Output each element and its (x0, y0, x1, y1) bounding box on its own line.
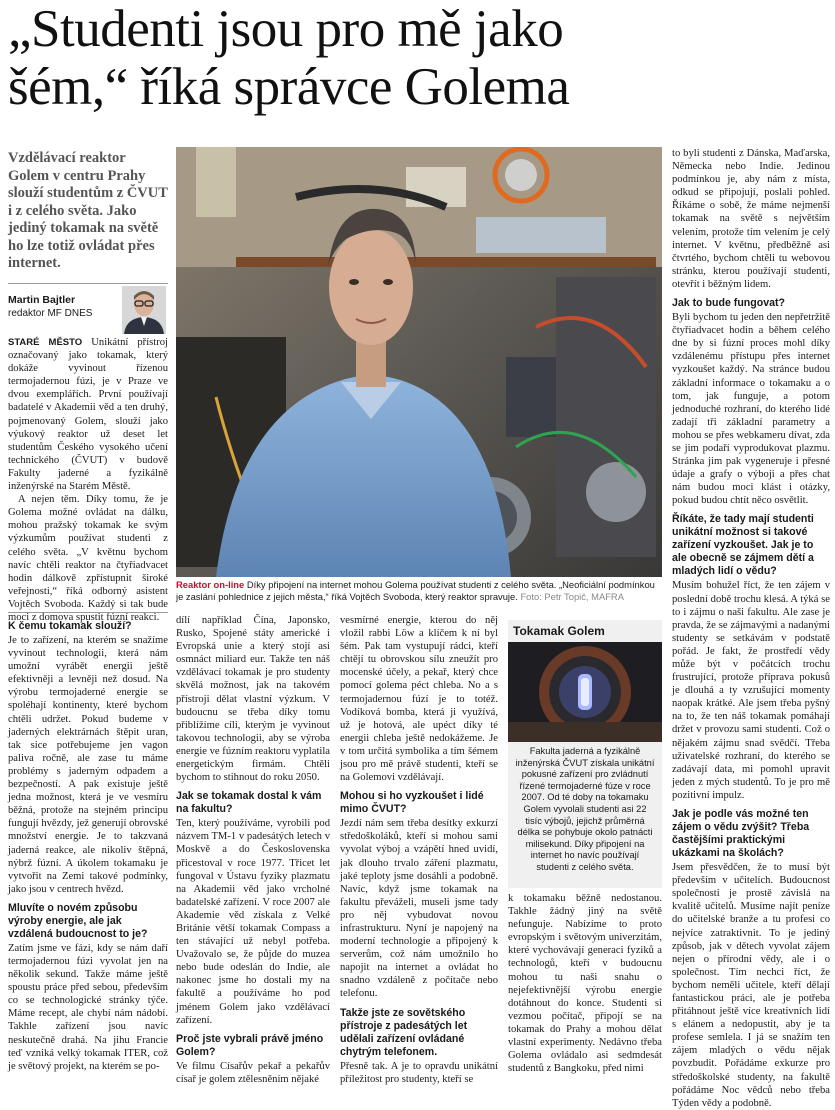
main-photo (176, 147, 662, 577)
paragraph: Jsem přesvědčen, že to musí být především v učitelích. Budoucnost společnosti je prostě závislá na kvalitě učitelů. Musíme najít peníze do učitelské branže a tu profesi co nejvíce zatraktivnit. To je jediný způsob, jak v dětech vyvolat zájem nejen o přírodní vědy, ale i o společnost. Tím nechci říct, že bychom neměli učitele, kteří dělají fantastickou práci, ale je potřeba přitáhnout ještě více kreativních lidí s elánem a nedopustit, aby je ta profese semlela. I já se snažím ten zájem mladých o vědu nějak povzbudit. Pořádáme exkurze pro středoškolské studenty, na fakultě pořádáme Noc vědců nebo třeba Týden vědy a podobně. (672, 862, 830, 1109)
caption-label: Reaktor on-line (176, 579, 245, 590)
author-role: redaktor MF DNES (8, 308, 93, 319)
paragraph: dílí například Čína, Japonsko, Rusko, Spojené státy americké i Evropská unie a který stojí asi osmnáct miliard eur. Takže ten náš vzdělávací tokamak je pro studenty skvělá možnost, jak na takovém přístroji dělat vlastní výzkum. V budoucnu se třeba díky tomu přiblížíme cíli, kterým je vyvinout takovou technologii, aby se výroba energie ve fúzním reaktoru vyplatila energetickým firmám. Chtěli bychom to stihnout do roku 2050. (176, 615, 330, 784)
dateline: STARÉ MĚSTO (8, 337, 83, 348)
article-column-5 (672, 147, 830, 1110)
author-avatar (122, 286, 166, 334)
interview-question: Takže jste ze sovětského přístroje z padesátých let udělali zařízení ovládané chytrým telefonem. (340, 1006, 468, 1058)
paragraph: STARÉ MĚSTO Unikátní přístroj označovaný jako tokamak, který dokáže vyvinout řízenou termojadernou fúzi, je v Praze ve dvou exemplářích. První používají badatelé v Akademii věd a ten druhý, pojmenovaný Golem, slouží jako výukový reaktor už deset let studentům Českého vysokého učení technického (ČVUT) v budově Fakulty jaderné a fyzikálně inženýrské na Starém Městě. (8, 337, 168, 493)
paragraph: A nejen těm. Díky tomu, že je Golema možné ovládat na dálku, mohou pražský tokamak ke svým výzkumům používat studenti z celého světa. „V květnu bychom navíc chtěli reaktor na čtyřiadvacet hodin dálkově zpřístupnit široké veřejnosti,“ říká odborný asistent Vojtěch Svoboda. Každý si tak bude moci z domova spustit fúzní reakci. (8, 494, 168, 623)
article-column-1 (8, 336, 168, 624)
interview-question: Proč jste vybrali právě jméno Golem? (176, 1032, 324, 1058)
headline-line-1: „Studenti jsou pro mě jako (8, 0, 564, 58)
interview-question: Říkáte, že tady mají studenti unikátní možnost si takové zařízení vyzkoušet. Jak je to ale obecně se zájmem dětí a mladých lidí o vědu? (672, 513, 814, 578)
interview-question: Mluvíte o novém způsobu výroby energie, ale jak vzdálená budoucnost to je? (8, 901, 148, 940)
author-byline (8, 283, 168, 334)
interview-question: Jak to bude fungovat? (672, 297, 786, 310)
caption-text: Díky připojení na internet mohou Golema používat studenti z celého světa. „Neoficiální podmínkou je zaslání pohlednice z jejich města,“ říká Vojtěch Svoboda, který reaktor spravuje. (176, 579, 655, 602)
article-column-1-lower (8, 614, 168, 1073)
column-divider (8, 612, 168, 613)
info-box (508, 620, 662, 888)
info-box-title: Tokamak Golem (513, 624, 605, 638)
paragraph: Ten, který používáme, vyrobili pod názvem TM-1 v padesátých letech v Moskvě a do Československa přicestoval v roce 1977. Třicet let fungoval v Ústavu fyziky plazmatu na Akademii věd jako vrcholné badatelské zařízení. V roce 2007 ale Akademie věd získala z Velké Británie větší tokamak Compass a ten stávající už nebyl potřeba. Uvažovalo se, že půjde do muzea nebo bude odeslán do Indie, ale nakonec jsme ho dostali my na fakultě a používáme ho pod jménem Golem jako vzdělávací zařízení. (176, 818, 330, 1026)
paragraph: vesmírné energie, kterou do něj vložil rabbi Löw a klíčem k ní byl šém. Pak tam vystupují rádci, kteří chtějí tu obrovskou sílu zneužít pro mocenské účely, a pekař, který chce pomocí golema péct chleba. No a s termojadernou fúzí je to totéž. Vodíková bomba, která ji využívá, už je hotová, ale upéct díky té energii chleba ještě nedokážeme. Je v tom určitá symbolika a tím šémem jsou pro mě právě studenti, kteří se na Golemovi vzdělávají. (340, 615, 498, 784)
paragraph: Musím bohužel říct, že ten zájem v poslední době trochu klesá. A týká se to i zájmu o naši fakultu. Ale zase je pravda, že se zájmavými a nadanými studenty se setkávám v podstatě pořád. Je fakt, že prostředí vědy může být v počátcích trochu frustrující, protože příprava pokusů je dlouhá a ty vzrušující momenty naopak krátké. Ale jsem třeba pyšný na to, že ten náš tokamak pomáhají držet v provozu sami studenti. Což o nějakém zájmu snad svědčí. Třeba uživatelské rozhraní, do kterého se zadávají data, mi pomohl upravit jeden z mých studentů. To je pro mě pozitivní impulz. (672, 580, 830, 801)
author-name: Martin Bajtler (8, 294, 76, 306)
paragraph: Jezdí nám sem třeba desítky exkurzí středoškoláků, kteří si mohou sami vyvolat výboj a vzápětí hned uvidí, jak dlouho trvalo záření plazmatu, jaké teploty jsme dosáhli a podobně. Navíc, když jsme tokamak na fakultu převáželi, museli jsme tady pro něj vybudovat novou infrastrukturu. Nyní je napojený na moderní technologie a připojený k serverům, což nám umožnilo ho napojit na internet a ovládat ho snadno vzdáleně z počítače nebo telefonu. (340, 818, 498, 1000)
photo-credit: Foto: Petr Topič, MAFRA (520, 591, 624, 602)
paragraph: k tokamaku běžně nedostanou. Takhle žádný jiný na světě nefunguje. Nabízíme to proto evropským i světovým univerzitám, které vychovávají generaci fyziků a technologů, kteří v budoucnu mohou tu naši snahu o nejefektivnější výrobu energie dotáhnout do konce. Studenti si vezmou počítač, připojí se na tokamak do Prahy a mohou dělat vlastní experimenty. Nedávno třeba Golema ovládalo asi sedmdesát studentů z Bangkoku, před nimi (508, 893, 662, 1075)
article-column-2 (176, 614, 330, 1086)
headline (8, 0, 828, 116)
interview-question: K čemu tokamak slouží? (8, 620, 132, 632)
paragraph: Ve filmu Císařův pekař a pekařův císař je golem ztělesněním nějaké (176, 1060, 330, 1085)
paragraph: Zatím jsme ve fázi, kdy se nám daří termojadernou fúzi vyvolat jen na několik sekund. Takže máme ještě spoustu práce před sebou, především co se technologické stránky týče. Máme recept, ale chybí nám nádobí. Takhle zařízení jsou navíc neskutečně drahá. Na jihu Francie teď vzniká velký tokamak ITER, což je světový projekt, na kterém se po- (8, 942, 168, 1072)
lead-paragraph: Vzdělávací reaktor Golem v centru Prahy slouží studentům z ČVUT i z celého světa. Jako jediný tokamak na světě ho lze totiž ovládat přes internet. (8, 150, 168, 271)
photo-caption (176, 579, 662, 603)
paragraph: Byli bychom tu jeden den nepřetržitě čtyřiadvacet hodin a během celého dne by si fúzní proces mohl díky vzdálenému přístupu přes internet vyzkoušet každý. Na stránce budou základní informace o tokamaku a o tom, jak funguje, a potom jednoduché rozhraní, do kterého lidé zadají tři základní parametry a mohou se přes webkameru dívat, zda se jim podaří vyprodukovat plazmu. Stránka jim pak vygeneruje i přesné údaje a grafy o výboji a přes chat nám budou moci klást i otázky, pokud budou chtít něco osvětlit. (672, 312, 830, 507)
interview-question: Jak se tokamak dostal k vám na fakultu? (176, 790, 322, 816)
paragraph: Přesně tak. A je to opravdu unikátní příležitost pro studenty, kteří se (340, 1060, 498, 1085)
interview-question: Jak je podle vás možné ten zájem o vědu zvýšit? Třeba častějšími praktickými ukázkami na školách? (672, 808, 810, 860)
tokamak-photo (508, 642, 662, 742)
info-box-text: Fakulta jaderná a fyzikálně inženýrská ČVUT získala unikátní pokusné zařízení pro zvládnutí řízené termojaderné fúze v roce 2007. Od té doby na tokamaku Golem vyvolali studenti asi 22 tisíc výbojů, jejichž průměrná délka se pohybuje okolo patnácti milisekund. Díky připojení na internet ho navíc používají studenti z celého světa. (515, 746, 655, 872)
paragraph: to byli studenti z Dánska, Maďarska, Německa nebo Indie. Jedinou podmínkou je, aby nám z místa, odkud se připojují, poslali pohled. Říkáme o sobě, že máme nejmenší tokamak na světě s největším velením, protože tím velením je celý internet. V květnu, předběžně asi čtvrtého, bychom chtěli tu webovou stránku, kterou používají studenti, otevřít i běžným lidem. (672, 148, 830, 290)
paragraph: Je to zařízení, na kterém se snažíme vyvinout technologii, která nám umožní vyrábět energii ještě efektivněji a levněji než dosud. Na výrobu termojaderné energie se spoléhají kontinenty, které bychom chtěli udržet. Pokud budeme v jaderných elektrárnách štěpit uran, tak sice potřebujeme jen vagon paliva ročně, ale zase tu máme problémy s jaderným odpadem a bezpečností. A pak existuje ještě jedna možnost, která je ve vesmíru běžná, protože na stejném principu fungují hvězdy, jež generují obrovské množství energie. Je to takzvaná jaderná reakce, ale nikoliv štěpná, nýbrž fúzní. A úkolem tokamaku je vytvořit na Zemi takové podmínky, jako jsou v centrech hvězd. (8, 635, 168, 895)
interview-question: Mohou si ho vyzkoušet i lidé mimo ČVUT? (340, 790, 484, 816)
article-column-3 (340, 614, 498, 1086)
article-column-4 (508, 892, 662, 1075)
headline-line-2: šém,“ říká správce Golema (8, 58, 570, 116)
